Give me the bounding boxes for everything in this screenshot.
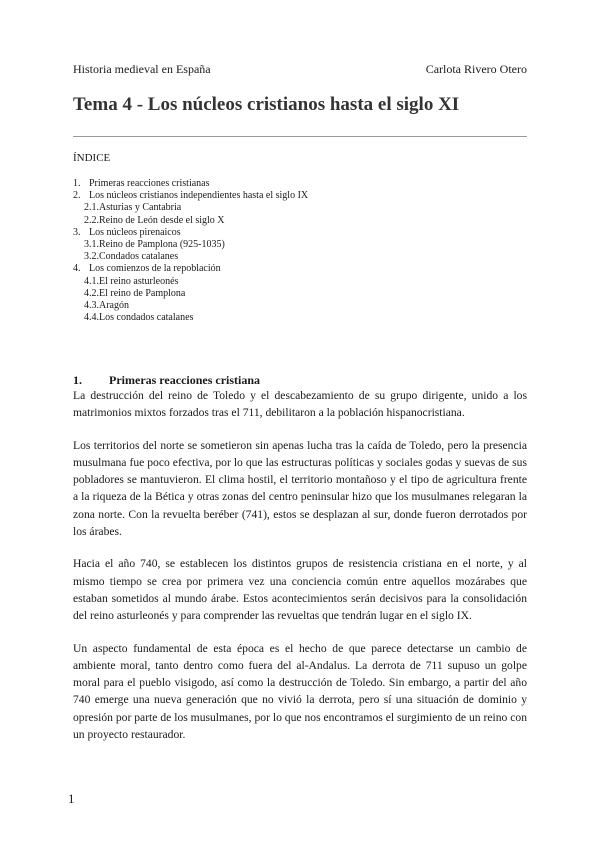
header-author: Carlota Rivero Otero xyxy=(425,62,527,76)
toc-item-label: 3.2.Condados catalanes xyxy=(84,251,179,263)
page-title: Tema 4 - Los núcleos cristianos hasta el siglo XI xyxy=(73,94,460,115)
toc-item xyxy=(73,215,527,227)
table-of-contents xyxy=(73,178,527,324)
toc-item xyxy=(73,288,527,300)
toc-item-label: Los núcleos pirenaicos xyxy=(89,226,181,238)
page-number: 1 xyxy=(68,791,75,806)
toc-item xyxy=(73,300,527,312)
toc-item xyxy=(73,178,527,190)
toc-item xyxy=(73,190,527,202)
section-body xyxy=(73,387,527,758)
section-number: 1. xyxy=(73,373,82,387)
toc-item-number: 3. xyxy=(73,226,81,238)
toc-item xyxy=(73,202,527,214)
toc-item-label: 4.2.El reino de Pamplona xyxy=(84,287,186,299)
toc-item-label: 3.1.Reino de Pamplona (925-1035) xyxy=(84,239,225,251)
title-divider xyxy=(73,136,527,137)
section-heading xyxy=(73,373,260,388)
paragraph: Los territorios del norte se sometieron sin apenas lucha tras la caída de Toledo, pero la presencia musulmana fue poco efectiva, por lo que las estructuras políticas y sociales godas y suevas de sus pobladores se mantuvieron. El clima hostil, el territorio montañoso y el tipo de agricultura frente a la riqueza de la Bética y otras zonas del centro peninsular hizo que los musulmanes relegaran la zona norte. Con la revuelta beréber (741), estos se desplazan al sur, donde fueron derrotados por los árabes. xyxy=(73,438,527,539)
toc-item-label: 2.2.Reino de León desde el siglo X xyxy=(84,214,225,226)
paragraph: La destrucción del reino de Toledo y el descabezamiento de su grupo dirigente, unido a los matrimonios mixtos forzados tras el 711, debilitaron a la población hispanocristiana. xyxy=(73,389,527,420)
toc-item-number: 2. xyxy=(73,190,81,202)
header-course: Historia medieval en España xyxy=(73,62,211,76)
toc-item-label: 4.4.Los condados catalanes xyxy=(84,312,194,324)
toc-item-number: 1. xyxy=(73,178,81,189)
toc-item xyxy=(73,227,527,239)
paragraph: Hacia el año 740, se establecen los distintos grupos de resistencia cristiana en el norte, y al mismo tiempo se crea por primera vez una conciencia común entre aquellos mozárabes que estaban sometidos al mundo árabe. Estos acontecimientos serán decisivos para la consolidación del reino asturleonés y para comprender las revueltas que tendrán lugar en el siglo IX. xyxy=(73,557,527,623)
section-title: Primeras reacciones cristiana xyxy=(109,373,261,387)
toc-item xyxy=(73,239,527,251)
toc-item-label: 4.1.El reino asturleonés xyxy=(84,275,179,287)
toc-item xyxy=(73,251,527,263)
toc-item xyxy=(73,312,527,324)
toc-item-label: Los comienzos de la repoblación xyxy=(89,263,221,275)
toc-item-label: 2.1.Asturias y Cantabria xyxy=(84,202,182,214)
toc-item-number: 4. xyxy=(73,263,81,275)
toc-heading: ÍNDICE xyxy=(73,152,111,164)
toc-item-label: Primeras reacciones cristianas xyxy=(89,178,210,189)
toc-item xyxy=(73,276,527,288)
paragraph: Un aspecto fundamental de esta época es el hecho de que parece detectarse un cambio de ambiente moral, tanto dentro como fuera del al-Andalus. La derrota de 711 supuso un golpe moral para el pueblo visigodo, así como la destrucción de Toledo. Sin embargo, a partir del año 740 emerge una nueva generación que no vivió la derrota, pero sí una situación de dominio y opresión por parte de los musulmanes, por lo que nos encontramos el surgimiento de un reino con un proyecto restaurador. xyxy=(73,641,527,742)
toc-item-label: Los núcleos cristianos independientes hasta el siglo IX xyxy=(89,190,309,202)
toc-item xyxy=(73,263,527,275)
toc-item-label: 4.3.Aragón xyxy=(84,300,129,312)
